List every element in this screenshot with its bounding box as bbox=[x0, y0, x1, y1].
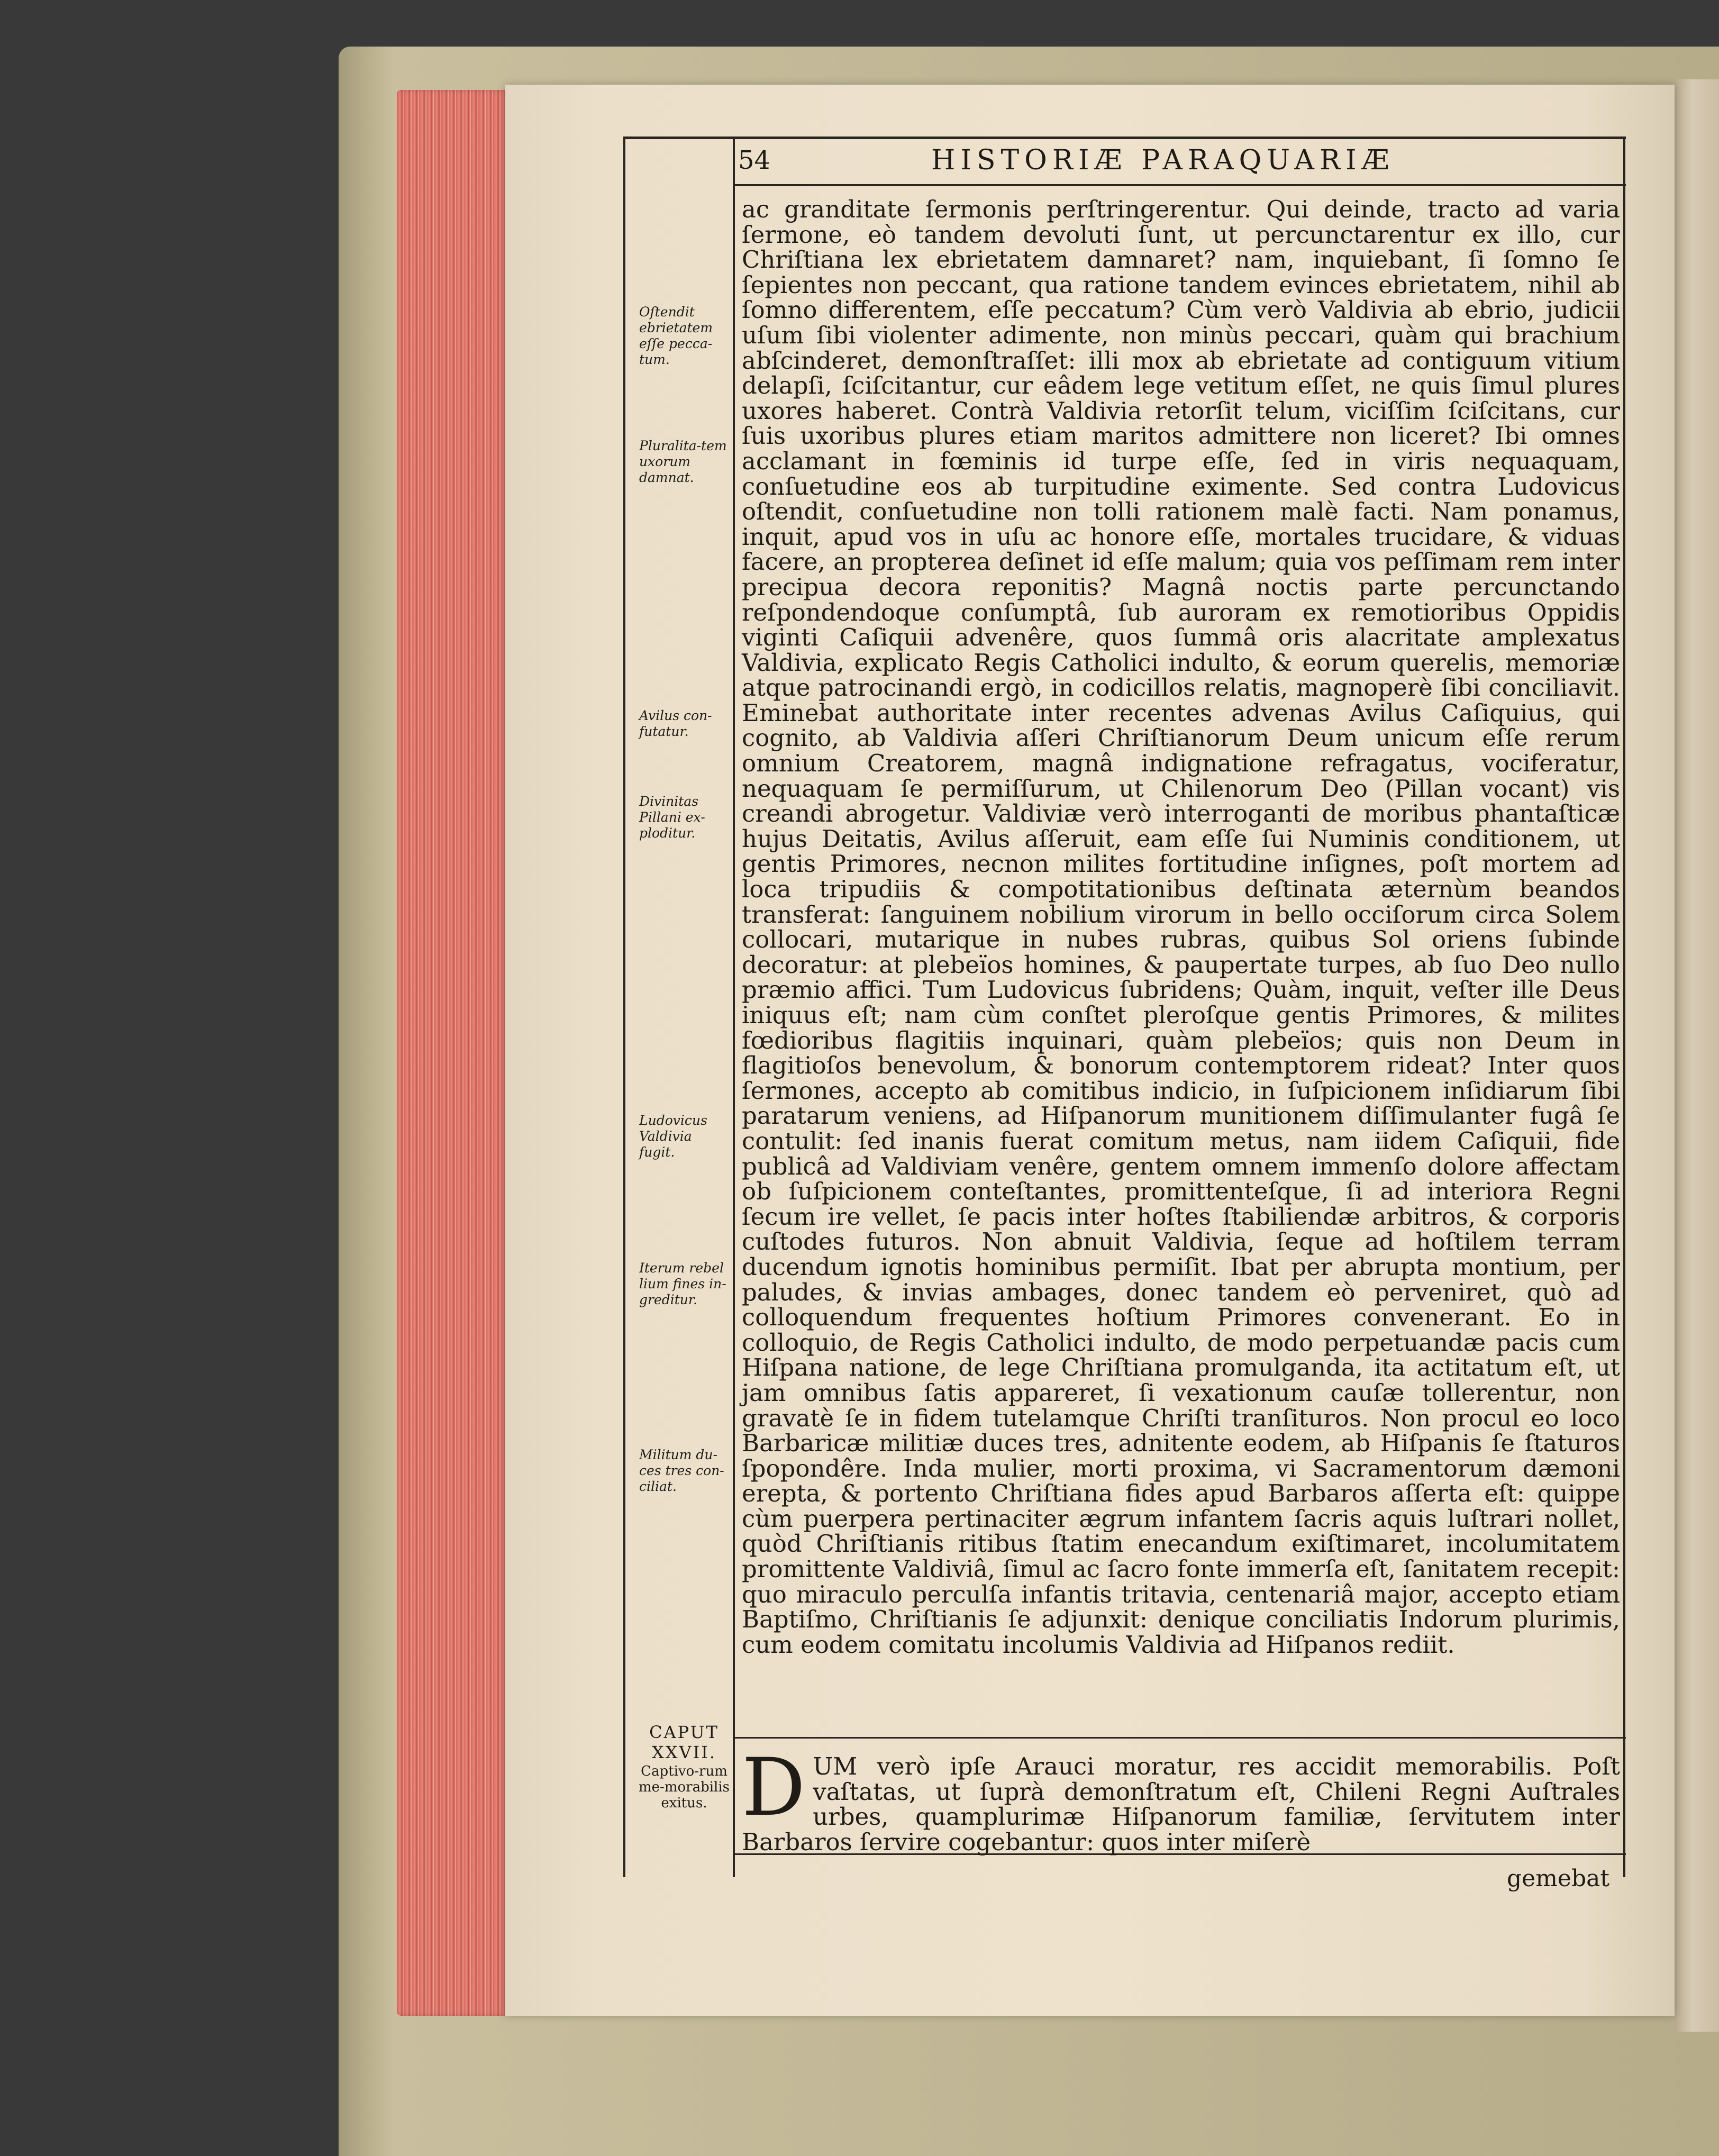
margin-rule-outer bbox=[623, 137, 625, 1877]
text-right-rule bbox=[1623, 137, 1625, 1877]
chapter-text: verò ipſe Arauci moratur, res accidit memorabilis. Poſt vaſtatas, ut ſuprà demonſtratum eſt, Chileni Regni Auſtrales urbes, quamplurimæ Hiſpanorum familiæ, ſervitutem inter Barbaros ſervire cogebantur: quos inter miſerè bbox=[742, 1752, 1620, 1856]
margin-note-ebrietas: Oſtendit ebrietatem eſſe pecca-tum. bbox=[639, 304, 713, 367]
main-text-block: ac granditate ſermonis perſtringerentur. Qui deinde, tracto ad varia ſermone, eò tandem devoluti ſunt, ut percunctarentur ex illo, cur Chriſtiana lex ebrietatem damnaret? nam, inquiebant, ſi ſomno ſe ſepientes non peccant, qua ratione tandem evinces ebrietatem, nihil ab ſomno differentem, eſſe peccatum? Cùm verò Valdivia ab ebrio, judicii uſum ſibi violenter adimente, non minùs peccari, quàm qui brachium abſcinderet, demonſtraſſet: illi mox ab ebrietate ad contiguum vitium delapſi, ſciſcitantur, cur eâdem lege vetitum eſſet, ne quis ſimul plures uxores haberet. Contrà Valdivia retorſit telum, viciſſim ſciſcitans, cur ſuis uxoribus plures etiam maritos admittere non liceret? Ibi omnes acclamant in fœminis id turpe eſſe, ſed in viris nequaquam, conſuetudine eos ab turpitudine eximente. Sed contra Ludovicus oſtendit, conſuetudine non tolli rationem malè facti. Nam ponamus, inquit, apud vos in uſu ac honore eſſe, mortales trucidare, & viduas facere, an propterea deſinet id eſſe malum; quia vos peſſimam rem inter precipua decora reponitis? Magnâ noctis parte percunctando reſpondendoque conſumptâ, ſub auroram ex remotioribus Oppidis viginti Caſiquii advenêre, quos ſummâ oris alacritate amplexatus Valdivia, explicato Regis Catholici indulto, & eorum querelis, memoriæ atque patrocinandi ergò, in codicillos relatis, magnoperè ſibi conciliavit. Eminebat authoritate inter recentes advenas Avilus Caſiquius, qui cognito, ab Valdivia aſſeri Chriſtianorum Deum unicum eſſe rerum omnium Creatorem, magnâ indignatione refragatus, vociferatur, nequaquam ſe permiſſurum, ut Chilenorum Deo (Pillan vocant) vis creandi abrogetur. Valdiviæ verò interroganti de moribus phantaſticæ hujus Deitatis, Avilus aſſeruit, eam eſſe ſui Numinis conditionem, ut gentis Primores, necnon milites fortitudine inſignes, poſt mortem ad loca tripudiis & compotitationibus deſtinata æternùm beandos transferat: ſanguinem nobilium virorum in bello occiſorum circa Solem collocari, mutarique in nubes rubras, quibus Sol oriens ſubinde decoratur: at plebeïos homines, & paupertate turpes, ab ſuo Deo nullo præmio affici. Tum Ludovicus ſubridens; Quàm, inquit, veſter ille Deus iniquus eſt; nam cùm conſtet pleroſque gentis Primores, & milites fœdioribus flagitiis inquinari, quàm plebeïos; quis non Deum in flagitioſos benevolum, & bonorum contemptorem rideat? Inter quos ſermones, accepto ab comitibus indicio, in ſuſpicionem inſidiarum ſibi paratarum veniens, ad Hiſpanorum munitionem diſſimulanter fugâ ſe contulit: ſed inanis fuerat comitum metus, nam iidem Caſiquii, fide publicâ ad Valdiviam venêre, gentem omnem immenſo dolore affectam ob ſuſpicionem conteſtantes, promittenteſque, ſi ad interiora Regni ſecum ire vellet, ſe pacis inter hoſtes ſtabiliendæ arbitros, & corporis cuſtodes futuros. Non abnuit Valdivia, ſeque ad hoſtilem terram ducendum ignotis hominibus permiſit. Ibat per abrupta montium, per paludes, & invias ambages, donec tandem eò perveniret, quò ad colloquendum frequentes hoſtium Primores convenerant. Eo in colloquio, de Regis Catholici indulto, de modo perpetuandæ pacis cum Hiſpana natione, de lege Chriſtiana promulganda, ita actitatum eſt, ut jam omnibus ſatis appareret, ſi vexationum cauſæ tollerentur, non gravatè ſe in fidem tutelamque Chriſti tranſituros. Non procul eo loco Barbaricæ militiæ duces tres, adnitente eodem, ab Hiſpanis ſe ſtaturos ſpopondêre. Inda mulier, morti proxima, vi Sacramentorum dæmoni erepta, & portento Chriſtiana fides apud Barbaros aſſerta eſt: quippe cùm puerpera pertinaciter ægrum infantem ſacris aquis luſtrari nollet, quòd Chriſtianis ritibus ſtatim enecandum exiſtimaret, incolumitatem promittente Valdiviâ, ſimul ac ſacro fonte immerſa eſt, ſanitatem recepit: quo miraculo perculſa infantis tritavia, centenariâ major, accepto etiam Baptiſmo, Chriſtianis ſe adjunxit: denique conciliatis Indorum plurimis, cum eodem comitatu incolumis Valdivia ad Hiſpanos rediit. bbox=[742, 195, 1620, 1659]
chapter-heading: CAPUT XXVII. bbox=[649, 1722, 719, 1762]
margin-note-divinitas: Divinitas Pillani ex-ploditur. bbox=[639, 794, 705, 841]
catchword: gemebat bbox=[1507, 1865, 1610, 1892]
top-rule bbox=[623, 137, 1626, 139]
chapter-text-block bbox=[742, 1742, 1620, 1856]
facing-page-edge bbox=[1675, 79, 1719, 2032]
drop-cap: D bbox=[742, 1742, 806, 1834]
head-underline bbox=[733, 184, 1626, 186]
running-title: HISTORIÆ PARAQUARIÆ bbox=[931, 144, 1395, 176]
margin-note-militum: Militum du-ces tres con-ciliat. bbox=[639, 1447, 724, 1494]
margin-note-avilus: Avilus con-futatur. bbox=[639, 708, 712, 739]
chapter-separator-rule bbox=[733, 1737, 1626, 1739]
page-number: 54 bbox=[738, 145, 771, 175]
margin-note-ludovicus: Ludovicus Valdivia fugit. bbox=[639, 1113, 707, 1160]
red-page-edges bbox=[397, 90, 508, 2016]
margin-note-iterum: Iterum rebel lium fines in-greditur. bbox=[639, 1260, 726, 1307]
first-word-rest: UM bbox=[813, 1752, 858, 1780]
margin-rule-inner bbox=[733, 137, 735, 1877]
chapter-margin-note: Captivo-rum me-morabilis exitus. bbox=[639, 1763, 730, 1811]
margin-note-pluralitas: Pluralita-tem uxorum damnat. bbox=[639, 438, 727, 485]
